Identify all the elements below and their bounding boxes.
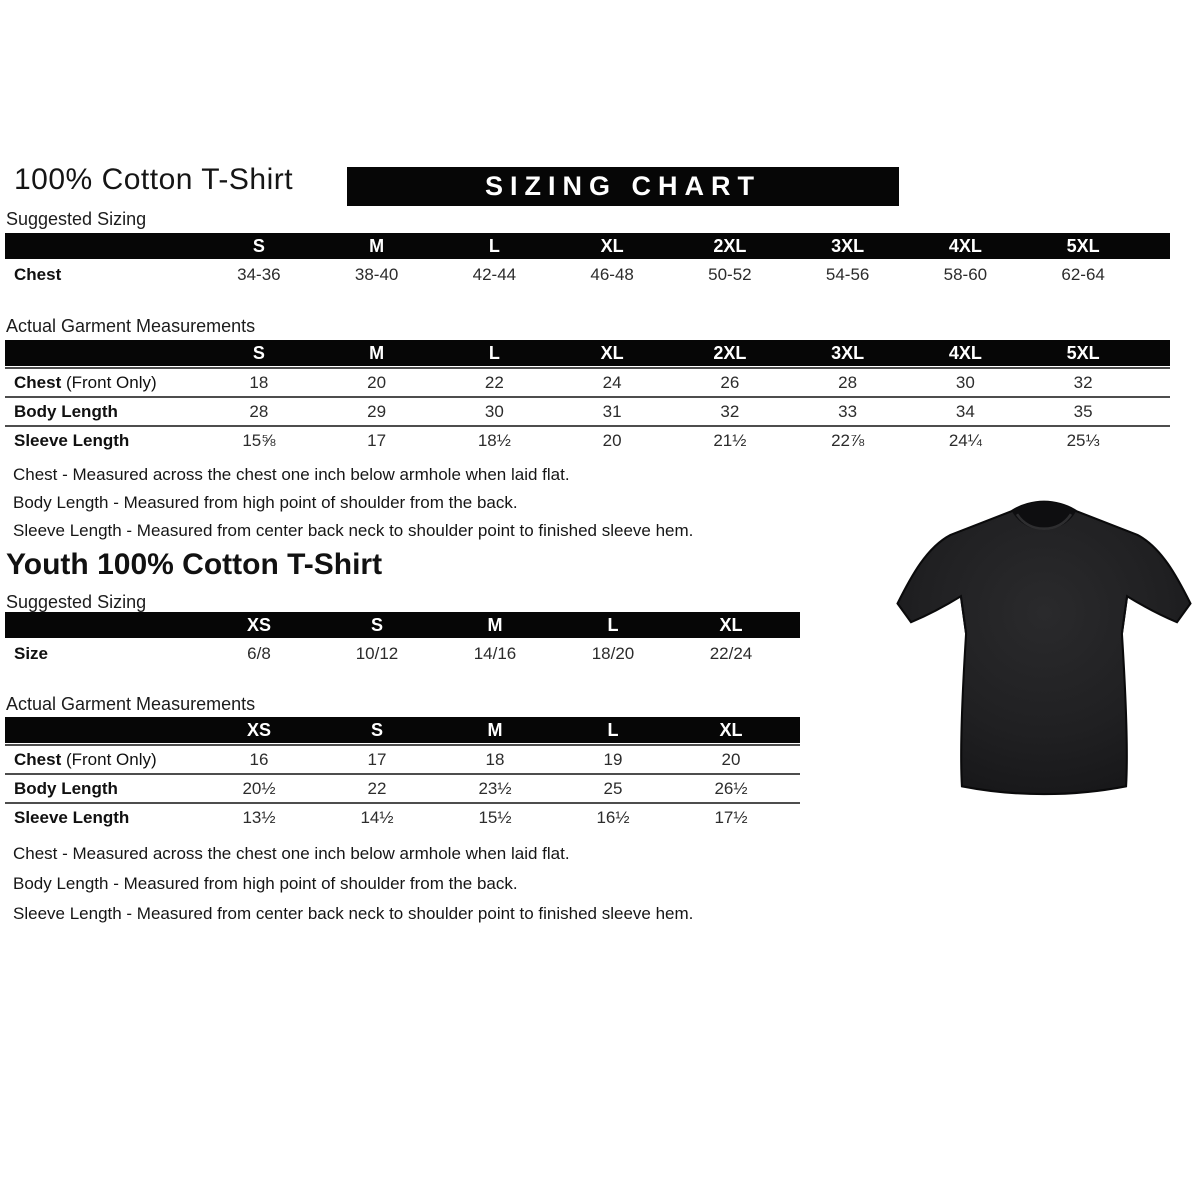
cell-value: 22⅞: [831, 430, 865, 450]
cell-value: 30: [955, 372, 975, 392]
cell-value: 22: [367, 778, 387, 798]
youth-suggested-sizing-label: Suggested Sizing: [6, 592, 147, 612]
table-row: [5, 425, 1170, 454]
column-header: M: [369, 235, 385, 256]
table-row: [5, 802, 800, 831]
cell-value: 6/8: [247, 643, 271, 663]
row-label: Body Length: [14, 778, 118, 798]
adult-actual-table-header: [5, 340, 1170, 366]
column-header: 5XL: [1066, 235, 1100, 256]
column-header: M: [487, 719, 503, 740]
cell-value: 19: [603, 749, 623, 769]
cell-value: 32: [1073, 372, 1093, 392]
cell-value: 15½: [478, 807, 512, 827]
table-row: [5, 396, 1170, 425]
cell-value: 34-36: [237, 264, 281, 284]
column-header: XL: [719, 614, 743, 635]
cell-value: 17: [367, 749, 387, 769]
row-label: Chest (Front Only): [14, 749, 157, 769]
column-header: L: [488, 342, 500, 363]
row-label: Sleeve Length: [14, 430, 130, 450]
cell-value: 10/12: [355, 643, 399, 663]
column-header: XL: [600, 342, 624, 363]
tshirt-body: [898, 502, 1191, 794]
cell-value: 13½: [242, 807, 276, 827]
cell-value: 18: [249, 372, 269, 392]
cell-value: 30: [484, 401, 504, 421]
cell-value: 15⅝: [242, 430, 276, 450]
adult-measurement-notes: [13, 461, 693, 545]
cell-value: 20: [721, 749, 741, 769]
cell-value: 18½: [477, 430, 511, 450]
cell-value: 17½: [714, 807, 748, 827]
row-label: Body Length: [14, 401, 118, 421]
note-line: Body Length - Measured from high point of shoulder from the back.: [13, 874, 518, 893]
row-label: Chest: [14, 264, 62, 284]
page-title: 100% Cotton T-Shirt: [14, 163, 294, 196]
cell-value: 25: [603, 778, 623, 798]
cell-value: 50-52: [708, 264, 752, 284]
youth-suggested-table: [5, 612, 800, 669]
sizing-chart-banner: [347, 167, 899, 206]
cell-value: 18/20: [591, 643, 635, 663]
adult-suggested-table: [5, 233, 1170, 290]
youth-measurement-notes: [13, 839, 693, 929]
cell-value: 21½: [713, 430, 747, 450]
cell-value: 58-60: [943, 264, 988, 284]
column-header: M: [369, 342, 385, 363]
column-header: 2XL: [713, 342, 747, 363]
cell-value: 33: [838, 401, 858, 421]
cell-value: 62-64: [1061, 264, 1105, 284]
cell-value: 22/24: [709, 643, 753, 663]
column-header: 4XL: [948, 235, 982, 256]
adult-actual-measurements-label: Actual Garment Measurements: [6, 316, 256, 336]
note-line: Sleeve Length - Measured from center back neck to shoulder point to finished sleeve hem.: [13, 521, 694, 540]
cell-value: 34: [955, 401, 975, 421]
cell-value: 46-48: [590, 264, 634, 284]
cell-value: 23½: [478, 778, 512, 798]
cell-value: 14/16: [473, 643, 517, 663]
column-header: 2XL: [713, 235, 747, 256]
cell-value: 38-40: [354, 264, 399, 284]
cell-value: 54-56: [825, 264, 870, 284]
cell-value: 24: [602, 372, 622, 392]
column-header: S: [252, 235, 265, 256]
youth-section-title: Youth 100% Cotton T-Shirt: [6, 548, 383, 581]
table-row: [5, 773, 800, 802]
table-row: [5, 638, 800, 669]
note-line: Sleeve Length - Measured from center back neck to shoulder point to finished sleeve hem.: [13, 904, 694, 923]
note-line: Chest - Measured across the chest one inch below armhole when laid flat.: [13, 844, 570, 863]
table-row: [5, 744, 800, 773]
row-label: Size: [14, 643, 49, 663]
cell-value: 25⅓: [1066, 430, 1100, 450]
cell-value: 17: [367, 430, 387, 450]
youth-actual-measurements-label: Actual Garment Measurements: [6, 694, 256, 714]
sizing-chart-banner-text: SIZING CHART: [485, 171, 761, 201]
column-header: S: [370, 614, 383, 635]
black-tshirt-photo: [888, 483, 1200, 805]
column-header: XS: [246, 719, 271, 740]
cell-value: 16: [249, 749, 269, 769]
cell-value: 35: [1073, 401, 1093, 421]
adult-actual-table: [5, 340, 1170, 454]
cell-value: 28: [838, 372, 858, 392]
cell-value: 24¼: [948, 430, 982, 450]
column-header: 4XL: [948, 342, 982, 363]
note-line: Body Length - Measured from high point of shoulder from the back.: [13, 493, 518, 512]
cell-value: 20½: [242, 778, 276, 798]
row-label: Sleeve Length: [14, 807, 130, 827]
column-header: L: [488, 235, 500, 256]
note-line: Chest - Measured across the chest one inch below armhole when laid flat.: [13, 465, 570, 484]
column-header: XS: [246, 614, 271, 635]
adult-suggested-table-header: [5, 233, 1170, 259]
youth-suggested-table-header: [5, 612, 800, 638]
column-header: XL: [719, 719, 743, 740]
column-header: L: [607, 719, 619, 740]
column-header: L: [607, 614, 619, 635]
cell-value: 20: [367, 372, 387, 392]
youth-actual-table-header: [5, 717, 800, 743]
row-label: Chest (Front Only): [14, 372, 157, 392]
column-header: 3XL: [831, 342, 865, 363]
adult-suggested-sizing-label: Suggested Sizing: [6, 209, 147, 229]
cell-value: 31: [602, 401, 622, 421]
youth-actual-table: [5, 717, 800, 831]
cell-value: 20: [602, 430, 622, 450]
column-header: M: [487, 614, 503, 635]
column-header: XL: [600, 235, 624, 256]
column-header: 3XL: [831, 235, 865, 256]
column-header: 5XL: [1066, 342, 1100, 363]
column-header: S: [252, 342, 265, 363]
table-row: [5, 259, 1170, 290]
cell-value: 16½: [596, 807, 630, 827]
table-row: [5, 367, 1170, 396]
cell-value: 42-44: [472, 264, 517, 284]
cell-value: 18: [485, 749, 505, 769]
cell-value: 26½: [714, 778, 748, 798]
cell-value: 29: [367, 401, 387, 421]
cell-value: 32: [720, 401, 740, 421]
cell-value: 28: [249, 401, 269, 421]
column-header: S: [370, 719, 383, 740]
cell-value: 14½: [360, 807, 394, 827]
cell-value: 22: [484, 372, 504, 392]
cell-value: 26: [720, 372, 740, 392]
